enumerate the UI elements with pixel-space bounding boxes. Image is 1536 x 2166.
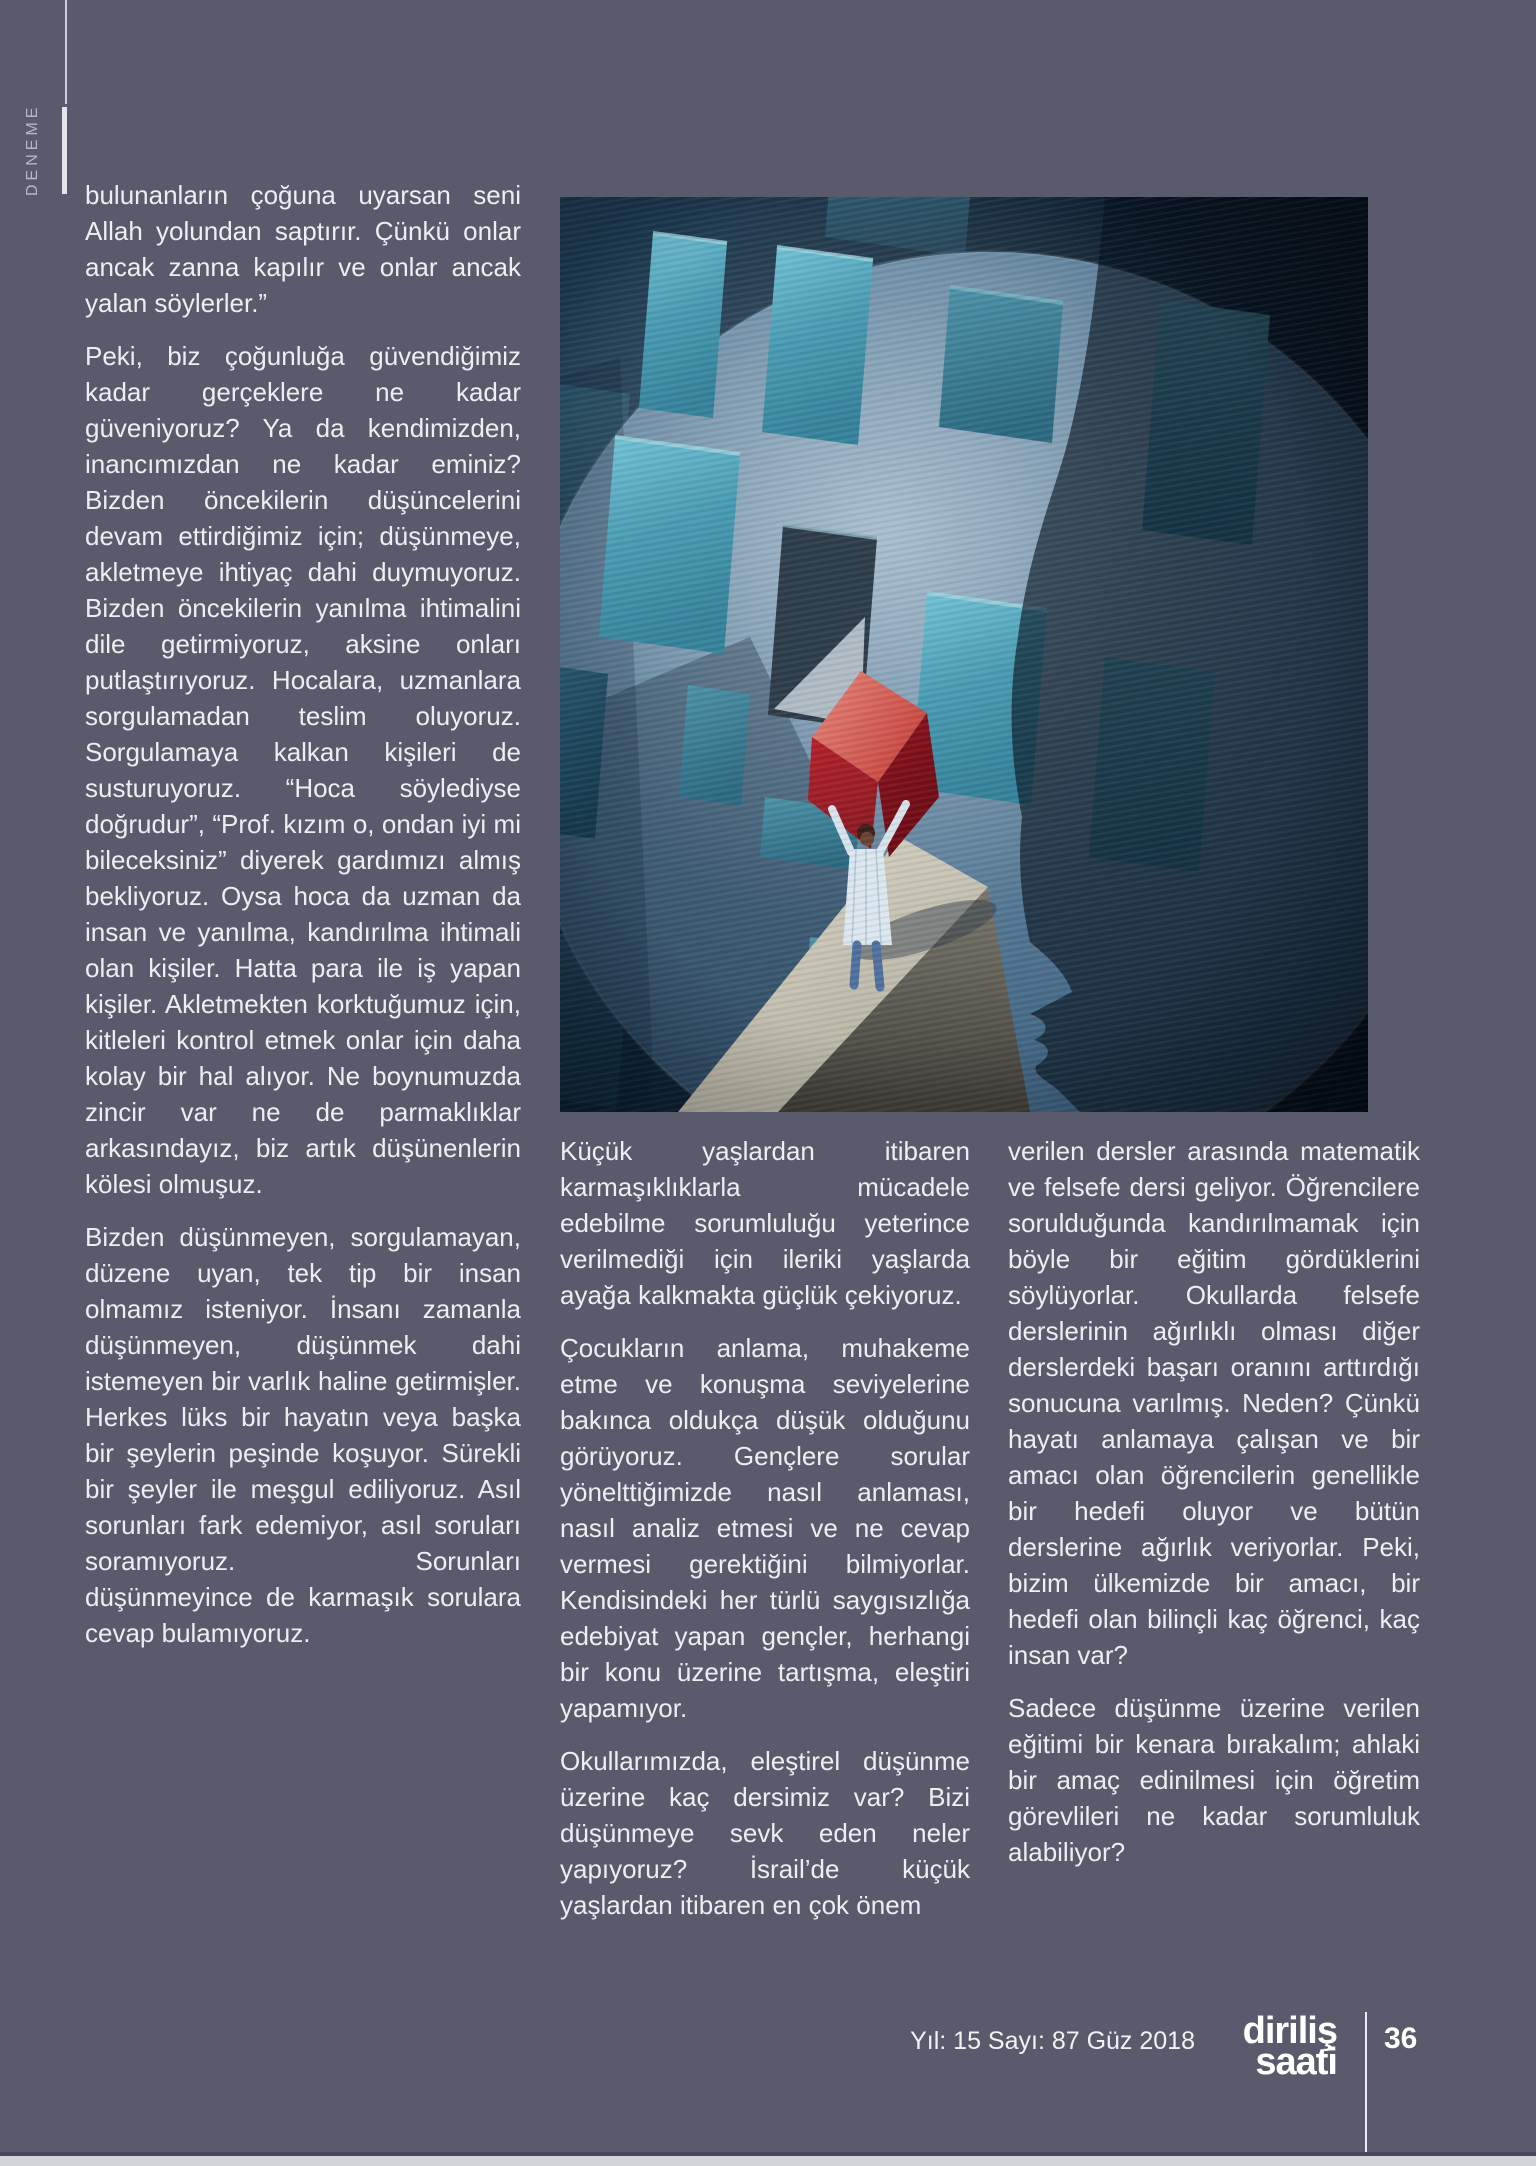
section-label: DENEME — [24, 103, 41, 196]
section-rule — [62, 107, 67, 194]
footer-divider — [1365, 2012, 1367, 2160]
middle-column — [560, 1133, 970, 1940]
logo-line-1: diriliş — [1242, 2010, 1337, 2052]
magazine-logo — [1205, 2010, 1337, 2083]
logo-line-2: saati — [1255, 2041, 1337, 2083]
issue-info: Yıl: 15 Sayı: 87 Güz 2018 — [910, 2027, 1195, 2055]
paragraph: bulunanların çoğuna uyarsan seni Allah yolundan saptırır. Çünkü onlar ancak zanna kapılır ve onlar ancak yalan söylerler.” — [85, 180, 521, 318]
paragraph: Bizden düşünmeyen, sorgulamayan, düzene uyan, tek tip bir insan olmamız isteniyor. İnsanı zamanla düşünmeyen, düşünmek dahi istemeyen bir varlık haline getirmişler. Herkes lüks bir hayatın veya başka bir şeylerin peşinde koşuyor. Sürekli bir şeyler ile meşgul ediliyoruz. Asıl sorunları fark edemiyor, asıl soruları soramıyoruz. Sorunları düşünmeyince de karmaşık sorulara cevap bulamıyoruz. — [85, 1222, 521, 1648]
paragraph: Sadece düşünme üzerine verilen eğitimi bir kenara bırakalım; ahlaki bir amaç edinilmesi için öğretim görevlileri ne kadar sorumluluk alabiliyor? — [1008, 1693, 1420, 1867]
head-profile-wall-illustration — [560, 197, 1368, 1112]
left-column — [85, 177, 521, 1668]
paragraph: Peki, biz çoğunluğa güvendiğimiz kadar gerçeklere ne kadar güveniyoruz? Ya da kendimizden, inancımızdan ne kadar eminiz? Bizden öncekilerin düşüncelerini devam ettirdiğimiz için; düşünmeye, akletmeye ihtiyaç dahi duymuyoruz. Bizden öncekilerin yanılma ihtimalini dile getirmiyoruz, aksine onları putlaştırıyoruz. Hocalara, uzmanlara sorgulamadan teslim oluyoruz. Sorgulamaya kalkan kişileri de susturuyoruz. “Hoca söylediyse doğrudur”, “Prof. kızım o, ondan iyi mi bileceksiniz” diyerek gardımızı almış bekliyoruz. Oysa hoca da uzman da insan ve yanılma, kandırılma ihtimali olan kişiler. Hatta para ile iş yapan kişiler. Akletmekten korktuğumuz için, kitleleri kontrol etmek onlar için daha kolay bir hal alıyor. Ne boynumuzda zincir var ne de parmaklıklar arkasındayız, biz artık düşünenlerin kölesi olmuşuz. — [85, 341, 521, 1199]
paragraph: Okullarımızda, eleştirel düşünme üzerine kaç dersimiz var? Bizi düşünmeye sevk eden neler yapıyoruz? İsrail’de küçük yaşlardan itibaren en çok önem — [560, 1746, 970, 1920]
right-column — [1008, 1133, 1420, 1887]
illustration-svg — [560, 197, 1368, 1112]
paragraph: verilen dersler arasında matematik ve felsefe dersi geliyor. Öğrencilere sorulduğunda kandırılmamak için böyle bir eğitim gördüklerini söylüyorlar. Okullarda felsefe derslerinin ağırlıklı olması diğer derslerdeki başarı oranını arttırdığı sonucuna varılmış. Neden? Çünkü hayatı anlamaya çalışan ve bir amacı olan öğrencilerin genellikle bir hedefi oluyor ve bütün derslerine ağırlık veriyorlar. Peki, bizim ülkemizde bir amacı, bir hedefi olan bilinçli kaç öğrenci, kaç insan var? — [1008, 1136, 1420, 1670]
margin-rule — [65, 0, 67, 104]
paragraph: Küçük yaşlardan itibaren karmaşıklıklarla mücadele edebilme sorumluluğu yeterince verilmediği için ileriki yaşlarda ayağa kalkmakta güçlük çekiyoruz. — [560, 1136, 970, 1310]
page-number: 36 — [1384, 2022, 1418, 2055]
page-bottom-strip — [0, 2156, 1536, 2166]
paragraph: Çocukların anlama, muhakeme etme ve konuşma seviyelerine bakınca oldukça düşük olduğunu görüyoruz. Gençlere sorular yönelttiğimizde nasıl anlaması, nasıl analiz etmesi ve ne cevap vermesi gerektiğini bilmiyorlar. Kendisindeki her türlü saygısızlığa edebiyat yapan gençler, herhangi bir konu üzerine tartışma, eleştiri yapamıyor. — [560, 1333, 970, 1723]
